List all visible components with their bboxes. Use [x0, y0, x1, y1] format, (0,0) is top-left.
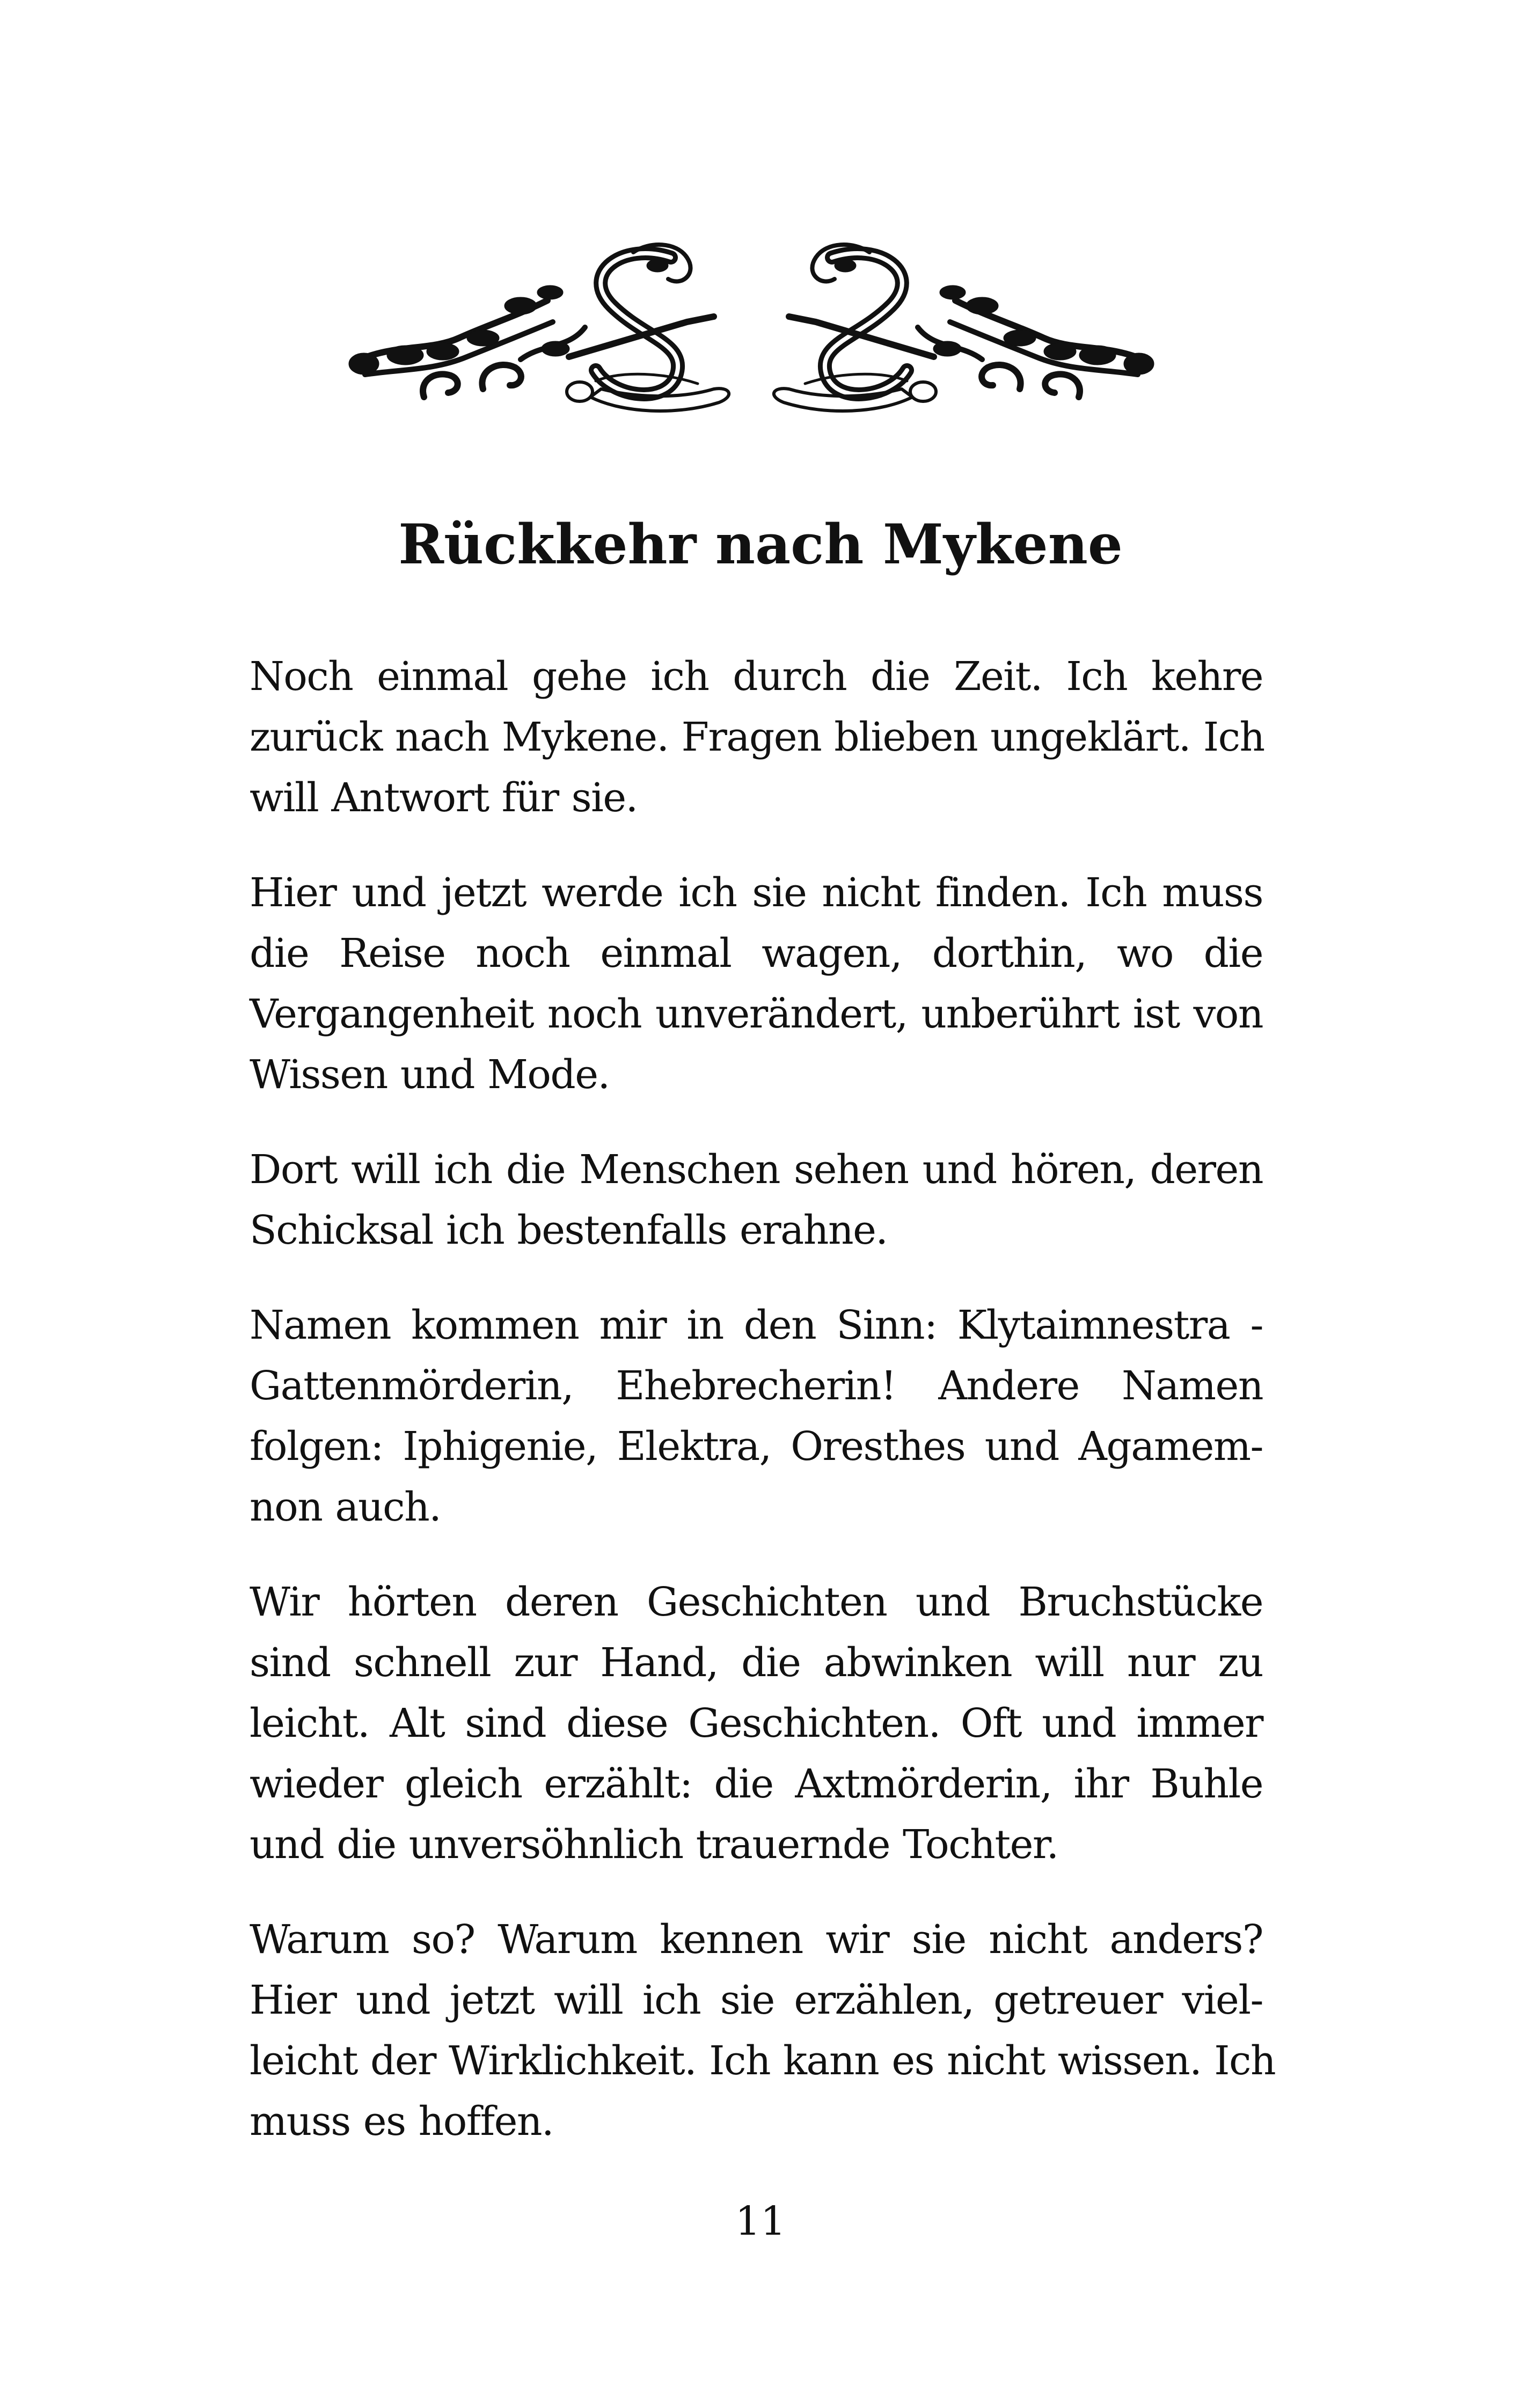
paragraph [250, 1910, 1276, 2152]
paragraph [250, 863, 1263, 1105]
text-line: folgen: Iphigenie, Elektra, Oresthes und Agamem- [250, 1423, 1263, 1470]
chapter-title: Rückkehr nach Mykene [398, 512, 1123, 577]
paragraph [250, 1140, 1263, 1261]
text-line: Namen kommen mir in den Sinn: Klytaimnestra - [250, 1302, 1263, 1348]
text-line: Schicksal ich bestenfalls erahne. [250, 1207, 888, 1253]
page-number: 11 [735, 2198, 786, 2244]
text-line: Hier und jetzt werde ich sie nicht finden. Ich muss [250, 870, 1263, 916]
paragraph [250, 1295, 1263, 1538]
text-line: wieder gleich erzählt: die Axtmörderin, ihr Buhle [250, 1761, 1263, 1807]
text-line: die Reise noch einmal wagen, dorthin, wo die [250, 930, 1263, 977]
text-line: leicht. Alt sind diese Geschichten. Oft und immer [250, 1700, 1263, 1746]
text-line: will Antwort für sie. [250, 775, 638, 821]
text-line: zurück nach Mykene. Fragen blieben ungeklärt. Ich [250, 714, 1264, 760]
text-line: Vergangenheit noch unverändert, unberührt ist von [250, 991, 1263, 1037]
text-line: sind schnell zur Hand, die abwinken will nur zu [250, 1640, 1263, 1686]
text-line: Gattenmörderin, Ehebrecherin! Andere Namen [250, 1363, 1263, 1409]
text-line: und die unversöhnlich trauernde Tochter. [250, 1822, 1058, 1868]
text-line: Hier und jetzt will ich sie erzählen, getreuer viel- [250, 1977, 1263, 2023]
text-line: muss es hoffen. [250, 2098, 554, 2145]
text-line: Noch einmal gehe ich durch die Zeit. Ich kehre [250, 654, 1263, 700]
paragraph [250, 647, 1263, 828]
text-line: leicht der Wirklichkeit. Ich kann es nicht wissen. Ich [250, 2038, 1276, 2084]
text-line: Wissen und Mode. [250, 1052, 610, 1098]
text-line: Wir hörten deren Geschichten und Bruchstücke [250, 1579, 1263, 1625]
text-line: Dort will ich die Menschen sehen und hören, deren [250, 1147, 1263, 1193]
text-line: non auch. [250, 1484, 441, 1530]
decorative-flourish-icon [343, 236, 1159, 429]
text-line: Warum so? Warum kennen wir sie nicht anders? [250, 1917, 1263, 1963]
body-text [250, 647, 1276, 2186]
paragraph [250, 1572, 1263, 1875]
